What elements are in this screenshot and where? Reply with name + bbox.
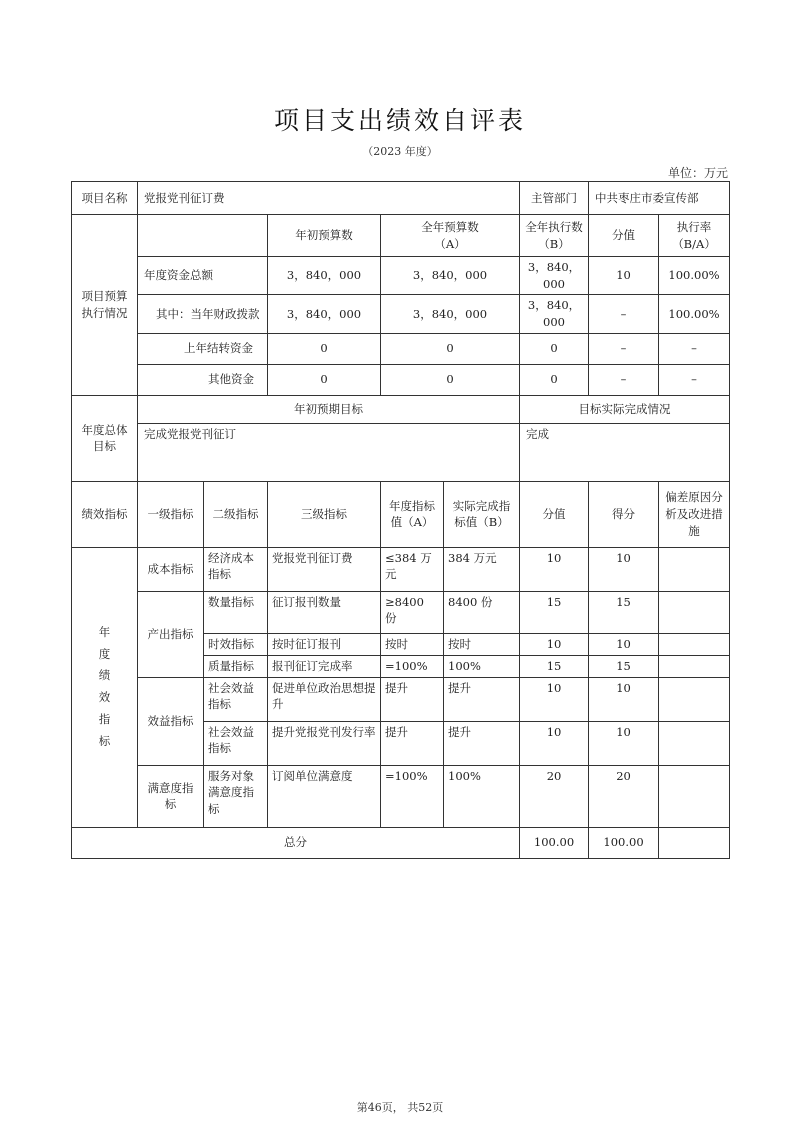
indicator-score: 10	[589, 677, 659, 721]
indicator-group-benefit: 效益指标	[138, 677, 204, 765]
indicator-level2: 数量指标	[204, 591, 268, 633]
goals-header-row	[72, 395, 730, 423]
indicator-score-value: 10	[520, 721, 589, 765]
budget-score-value: –	[589, 364, 659, 395]
indicator-deviation	[659, 765, 730, 827]
indicator-level3: 订阅单位满意度	[268, 765, 381, 827]
indicator-header-target: 年度指标值（A）	[381, 481, 444, 547]
budget-exec: 3，840，000	[520, 257, 589, 295]
budget-initial: 3，840，000	[268, 295, 381, 333]
indicator-section-label: 绩效指标	[72, 481, 138, 547]
budget-initial: 0	[268, 333, 381, 364]
indicator-score: 15	[589, 655, 659, 677]
indicator-actual: 8400 份	[444, 591, 520, 633]
indicator-level2: 质量指标	[204, 655, 268, 677]
indicator-level2: 社会效益指标	[204, 677, 268, 721]
indicator-deviation	[659, 655, 730, 677]
budget-score-value: –	[589, 295, 659, 333]
indicator-row	[72, 591, 730, 633]
indicator-level2: 时效指标	[204, 633, 268, 655]
indicator-target: =100%	[381, 655, 444, 677]
indicator-level3: 报刊征订完成率	[268, 655, 381, 677]
indicator-target: 提升	[381, 721, 444, 765]
budget-annual: 3，840，000	[381, 295, 520, 333]
budget-annual: 3，840，000	[381, 257, 520, 295]
indicator-header-score-value: 分值	[520, 481, 589, 547]
indicator-row	[72, 765, 730, 827]
indicator-score-value: 10	[520, 547, 589, 591]
budget-header-exec: 全年执行数 （B）	[520, 215, 589, 257]
indicator-header-actual: 实际完成指标值（B）	[444, 481, 520, 547]
budget-exec: 0	[520, 364, 589, 395]
indicator-deviation	[659, 721, 730, 765]
indicator-deviation	[659, 633, 730, 655]
indicator-actual: 384 万元	[444, 547, 520, 591]
indicator-score-value: 10	[520, 677, 589, 721]
budget-annual: 0	[381, 364, 520, 395]
indicator-score: 10	[589, 721, 659, 765]
budget-row-label: 年度资金总额	[138, 257, 268, 295]
total-row	[72, 827, 730, 858]
indicator-row	[72, 677, 730, 721]
indicator-header-score: 得分	[589, 481, 659, 547]
unit-label: 单位：万元	[667, 166, 728, 180]
indicator-target: ≤384 万元	[381, 547, 444, 591]
budget-row	[72, 257, 730, 295]
budget-header-score-value: 分值	[589, 215, 659, 257]
budget-row-label: 其中：当年财政拨款	[138, 295, 268, 333]
dept-name: 中共枣庄市委宣传部	[589, 182, 730, 215]
indicator-level3: 按时征订报刊	[268, 633, 381, 655]
indicator-score: 15	[589, 591, 659, 633]
budget-exec: 3，840，000	[520, 295, 589, 333]
indicator-score-value: 15	[520, 655, 589, 677]
indicator-level2: 社会效益指标	[204, 721, 268, 765]
indicator-target: ≥8400 份	[381, 591, 444, 633]
indicator-actual: 100%	[444, 765, 520, 827]
dept-label: 主管部门	[520, 182, 589, 215]
indicator-group-output: 产出指标	[138, 591, 204, 677]
budget-initial: 0	[268, 364, 381, 395]
indicator-header-row	[72, 481, 730, 547]
indicator-header-level3: 三级指标	[268, 481, 381, 547]
indicator-target: =100%	[381, 765, 444, 827]
indicator-level3: 提升党报党刊发行率	[268, 721, 381, 765]
indicator-level2: 经济成本指标	[204, 547, 268, 591]
budget-exec: 0	[520, 333, 589, 364]
indicator-score: 20	[589, 765, 659, 827]
budget-header-annual: 全年预算数 （A）	[381, 215, 520, 257]
budget-rate: –	[659, 333, 730, 364]
budget-row	[72, 295, 730, 333]
indicator-level2: 服务对象满意度指标	[204, 765, 268, 827]
indicator-deviation	[659, 591, 730, 633]
indicator-target: 按时	[381, 633, 444, 655]
budget-row	[72, 364, 730, 395]
total-deviation	[659, 827, 730, 858]
total-score: 100.00	[589, 827, 659, 858]
budget-header-rate: 执行率 （B/A）	[659, 215, 730, 257]
indicator-level3: 征订报刊数量	[268, 591, 381, 633]
budget-section-label: 项目预算执行情况	[72, 215, 138, 396]
evaluation-table	[71, 181, 730, 859]
document-year: （2023 年度）	[362, 145, 438, 158]
total-label: 总分	[72, 827, 520, 858]
indicator-side-label: 年度绩效指标	[72, 547, 138, 827]
project-row	[72, 182, 730, 215]
budget-rate: 100.00%	[659, 295, 730, 333]
indicator-level3: 党报党刊征订费	[268, 547, 381, 591]
budget-rate: 100.00%	[659, 257, 730, 295]
indicator-score-value: 20	[520, 765, 589, 827]
document-title: 项目支出绩效自评表	[273, 106, 526, 135]
budget-rate: –	[659, 364, 730, 395]
budget-initial: 3，840，000	[268, 257, 381, 295]
indicator-level3: 促进单位政治思想提升	[268, 677, 381, 721]
budget-header-row	[72, 215, 730, 257]
budget-row-label: 上年结转资金	[138, 333, 268, 364]
indicator-row	[72, 547, 730, 591]
page-number: 第46页， 共52页	[356, 1101, 444, 1114]
project-name-label: 项目名称	[72, 182, 138, 215]
indicator-score: 10	[589, 547, 659, 591]
indicator-actual: 提升	[444, 721, 520, 765]
indicator-group-satisfaction: 满意度指标	[138, 765, 204, 827]
indicator-actual: 提升	[444, 677, 520, 721]
goals-planned-header: 年初预期目标	[138, 395, 520, 423]
budget-score-value: 10	[589, 257, 659, 295]
indicator-header-deviation: 偏差原因分析及改进措施	[659, 481, 730, 547]
indicator-deviation	[659, 677, 730, 721]
budget-score-value: –	[589, 333, 659, 364]
project-name: 党报党刊征订费	[138, 182, 520, 215]
budget-annual: 0	[381, 333, 520, 364]
indicator-deviation	[659, 547, 730, 591]
indicator-score-value: 10	[520, 633, 589, 655]
budget-row-label: 其他资金	[138, 364, 268, 395]
goals-content-row	[72, 423, 730, 481]
goals-actual-header: 目标实际完成情况	[520, 395, 730, 423]
goals-actual: 完成	[520, 423, 730, 481]
indicator-target: 提升	[381, 677, 444, 721]
budget-row	[72, 333, 730, 364]
budget-header-blank	[138, 215, 268, 257]
indicator-actual: 100%	[444, 655, 520, 677]
budget-header-initial: 年初预算数	[268, 215, 381, 257]
indicator-header-level1: 一级指标	[138, 481, 204, 547]
indicator-score-value: 15	[520, 591, 589, 633]
total-score-value: 100.00	[520, 827, 589, 858]
indicator-header-level2: 二级指标	[204, 481, 268, 547]
indicator-actual: 按时	[444, 633, 520, 655]
indicator-score: 10	[589, 633, 659, 655]
goals-planned: 完成党报党刊征订	[138, 423, 520, 481]
indicator-group-cost: 成本指标	[138, 547, 204, 591]
goals-section-label: 年度总体目标	[72, 395, 138, 481]
